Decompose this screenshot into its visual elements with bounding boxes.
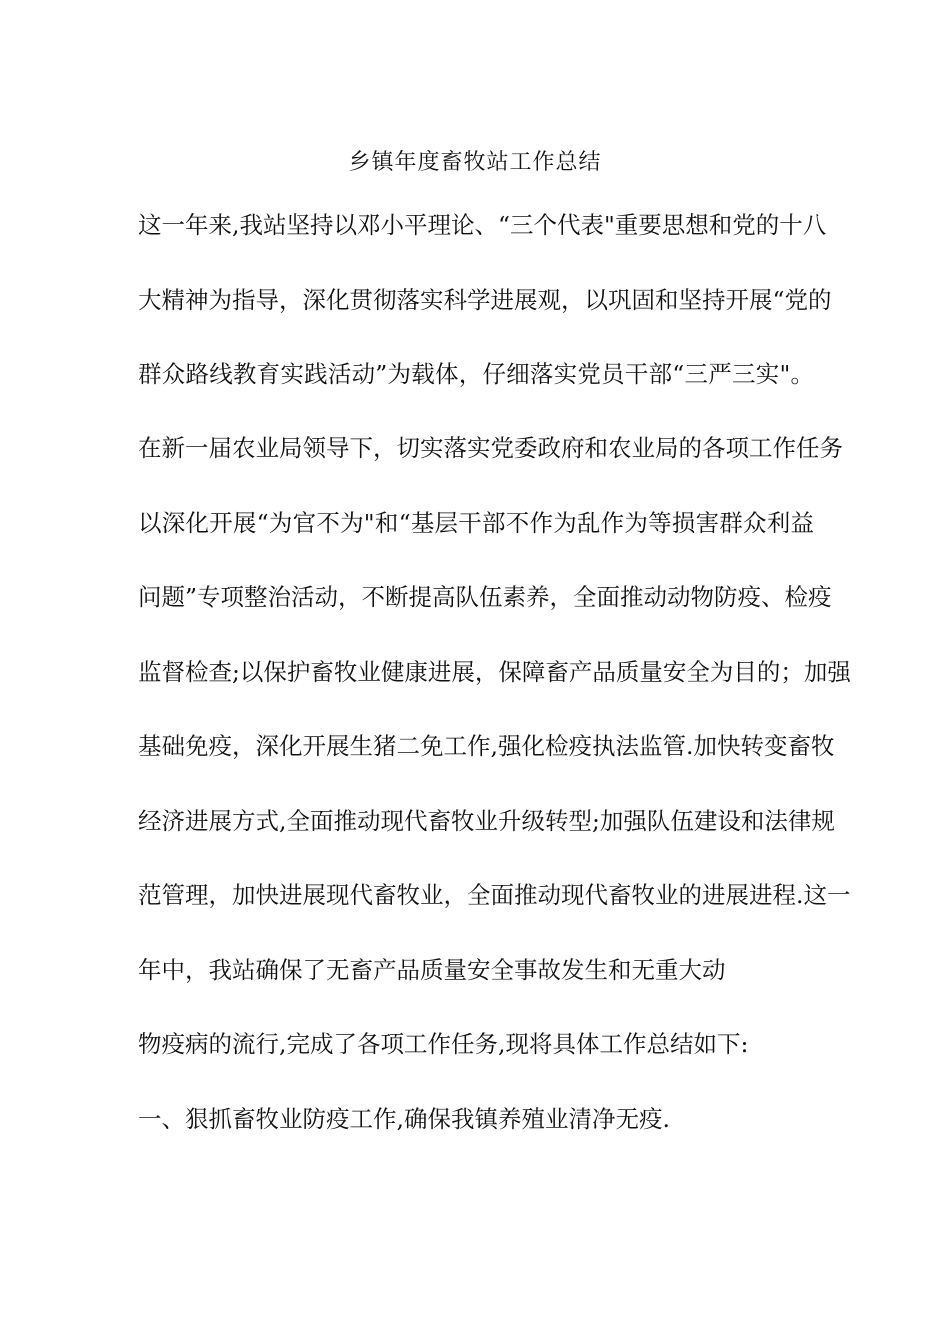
section-heading-1: 一、狠抓畜牧业防疫工作,确保我镇养殖业清净无疫.	[138, 1105, 670, 1133]
body-line-6: 问题”专项整治活动，不断提高队伍素养，全面推动动物防疫、检疫	[138, 583, 832, 611]
body-line-2: 大精神为指导，深化贯彻落实科学进展观，以巩固和坚持开展“党的	[138, 286, 832, 314]
body-line-4: 在新一届农业局领导下，切实落实党委政府和农业局的各项工作任务	[138, 434, 843, 462]
body-line-10: 范管理，加快进展现代畜牧业，全面推动现代畜牧业的进展进程.这一	[138, 881, 851, 909]
body-line-9: 经济进展方式,全面推动现代畜牧业升级转型;加强队伍建设和法律规	[138, 807, 835, 835]
body-line-12: 物疫病的流行,完成了各项工作任务,现将具体工作总结如下:	[138, 1030, 749, 1058]
body-line-5: 以深化开展“为官不为"和“基层干部不作为乱作为等损害群众利益	[138, 509, 814, 537]
body-line-3: 群众路线教育实践活动”为载体，仔细落实党员干部“三严三实"。	[138, 360, 814, 388]
body-line-11: 年中，我站确保了无畜产品质量安全事故发生和无重大动	[138, 956, 726, 984]
body-line-7: 监督检查;以保护畜牧业健康进展，保障畜产品质量安全为目的；加强	[138, 658, 851, 686]
body-line-1: 这一年来,我站坚持以邓小平理论、“三个代表"重要思想和党的十八	[138, 211, 827, 239]
document-title: 乡镇年度畜牧站工作总结	[348, 150, 602, 175]
body-line-8: 基础免疫，深化开展生猪二免工作,强化检疫执法监管.加快转变畜牧	[138, 732, 835, 760]
